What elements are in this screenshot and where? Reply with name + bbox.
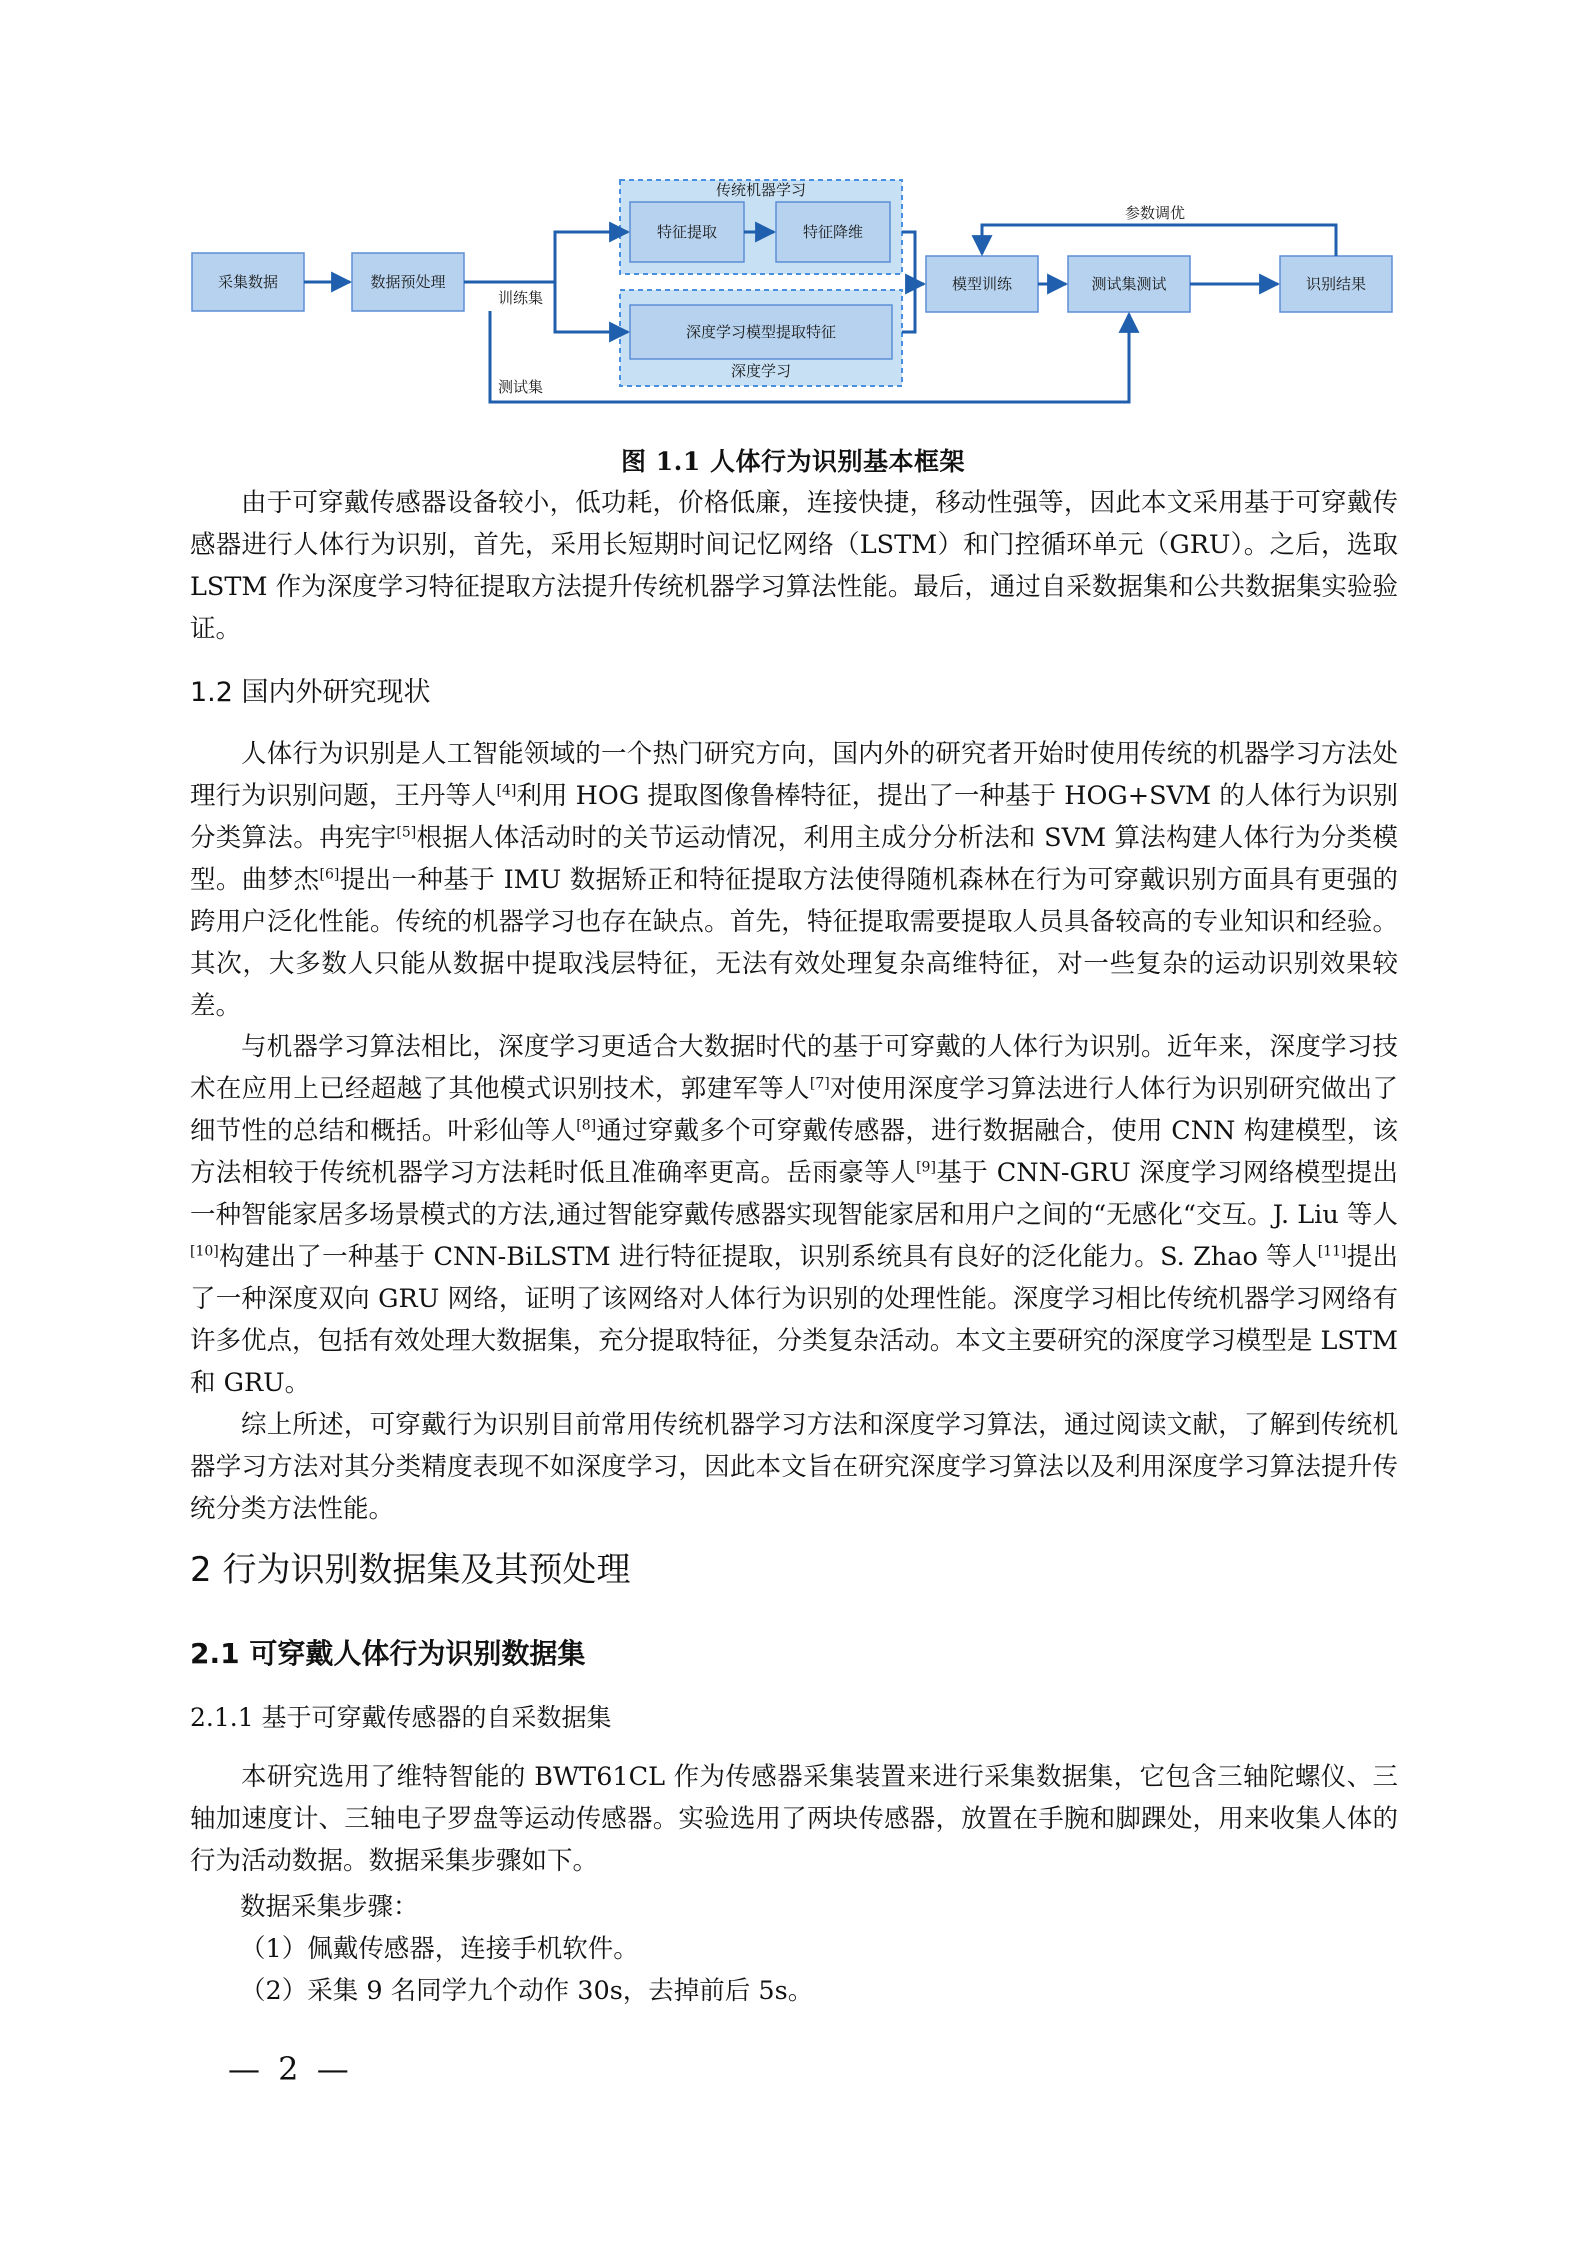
section-1-2-paragraph-1 [190,733,1398,1027]
step-item-2: （2）采集 9 名同学九个动作 30s，去掉前后 5s。 [240,1976,814,2006]
step-item-1: （1）佩戴传感器，连接手机软件。 [240,1934,639,1964]
edge-label-tuning: 参数调优 [1124,204,1186,222]
page-number: — 2 — [228,2050,353,2088]
arrow-split-top [555,232,628,282]
text-run: 提出了一种深度双向 GRU 网络，证明了该网络对人体行为识别的处理性能。深度学习相比传统机器学习网络有许多优点，包括有效处理大数据集，充分提取特征，分类复杂活动。本文主要研究的深度学习模型是 LSTM 和 GRU。 [190,1242,1398,1398]
framework-diagram [180,170,1420,420]
arrow-tuning-feedback [982,225,1336,256]
text-run: 利用 HOG 提取图像鲁棒特征，提出了一种基于 HOG+SVM 的人体行为识别分类算法。冉宪宇 [190,781,1398,853]
citation: [4] [496,782,517,799]
text-run: 与机器学习算法相比，深度学习更适合大数据时代的基于可穿戴的人体行为识别。近年来，深度学习技术在应用上已经超越了其他模式识别技术，郭建军等人 [190,1032,1398,1104]
steps-title: 数据采集步骤： [240,1892,419,1922]
text-run: 根据人体活动时的关节运动情况，利用主成分分析法和 SVM 算法构建人体行为分类模型。曲梦杰 [190,823,1398,895]
citation: [11] [1317,1243,1347,1260]
citation: [10] [190,1243,219,1260]
arrow-bottom-merge [902,284,915,332]
node-preprocess-label: 数据预处理 [370,273,446,291]
node-feature-reduce-label: 特征降维 [802,223,864,241]
edge-label-train-set: 训练集 [498,289,544,307]
section-2-1-1-heading: 2.1.1 基于可穿戴传感器的自采数据集 [190,1703,612,1732]
text-run: 通过穿戴多个可穿戴传感器，进行数据融合，使用 CNN 构建模型，该方法相较于传统机器学习方法耗时低且准确率更高。岳雨豪等人 [190,1116,1398,1188]
node-feature-extract-label: 特征提取 [656,223,718,241]
text-run: 提出一种基于 IMU 数据矫正和特征提取方法使得随机森林在行为可穿戴识别方面具有更强的跨用户泛化性能。传统的机器学习也存在缺点。首先，特征提取需要提取人员具备较高的专业知识和经验。其次，大多数人只能从数据中提取浅层特征，无法有效处理复杂高维特征，对一些复杂的运动识别效果较差。 [190,865,1398,1021]
group-deep-label: 深度学习 [730,362,792,380]
group-traditional-label: 传统机器学习 [715,181,807,199]
citation: [7] [809,1075,830,1092]
citation: [5] [396,824,417,841]
arrow-split-bottom [555,282,628,332]
text-run: 构建出了一种基于 CNN-BiLSTM 进行特征提取，识别系统具有良好的泛化能力。S. Zhao 等人 [218,1242,1318,1272]
section-2-1-heading: 2.1 可穿戴人体行为识别数据集 [190,1637,586,1670]
node-train-label: 模型训练 [951,275,1013,293]
section-1-2-paragraph-3: 综上所述，可穿戴行为识别目前常用传统机器学习方法和深度学习算法，通过阅读文献，了解到传统机器学习方法对其分类精度表现不如深度学习，因此本文旨在研究深度学习算法以及利用深度学习算法提升传统分类方法性能。 [190,1410,1398,1524]
figure-caption: 图 1.1 人体行为识别基本框架 [621,447,965,476]
framework-figure [180,170,1420,420]
chapter-2-heading: 2 行为识别数据集及其预处理 [190,1550,631,1590]
text-run: 人体行为识别是人工智能领域的一个热门研究方向，国内外的研究者开始时使用传统的机器学习方法处理行为识别问题，王丹等人 [190,739,1398,811]
citation: [9] [916,1159,936,1176]
section-1-2-paragraph-2 [190,1026,1398,1404]
citation: [8] [576,1117,597,1134]
edge-label-test-set: 测试集 [498,378,544,396]
node-test-label: 测试集测试 [1091,275,1167,293]
arrow-top-merge [902,232,924,284]
text-run: 对使用深度学习算法进行人体行为识别研究做出了细节性的总结和概括。叶彩仙等人 [190,1074,1398,1146]
intro-paragraph: 由于可穿戴传感器设备较小，低功耗，价格低廉，连接快捷，移动性强等，因此本文采用基于可穿戴传感器进行人体行为识别，首先，采用长短期时间记忆网络（LSTM）和门控循环单元（GRU）。之后，选取 LSTM 作为深度学习特征提取方法提升传统机器学习算法性能。最后，通过自采数据集和公共数据集实验验证。 [190,488,1398,644]
text-run: 基于 CNN-GRU 深度学习网络模型提出一种智能家居多场景模式的方法,通过智能穿戴传感器实现智能家居和用户之间的“无感化“交互。J. Liu 等人 [190,1158,1398,1230]
citation: [6] [319,866,340,883]
node-result-label: 识别结果 [1305,275,1367,293]
section-1-2-heading: 1.2 国内外研究现状 [190,677,431,708]
section-2-1-1-paragraph: 本研究选用了维特智能的 BWT61CL 作为传感器采集装置来进行采集数据集，它包含三轴陀螺仪、三轴加速度计、三轴电子罗盘等运动传感器。实验选用了两块传感器，放置在手腕和脚踝处，用来收集人体的行为活动数据。数据采集步骤如下。 [190,1762,1398,1876]
node-collect-label: 采集数据 [217,273,279,291]
node-dl-extract-label: 深度学习模型提取特征 [685,323,837,341]
